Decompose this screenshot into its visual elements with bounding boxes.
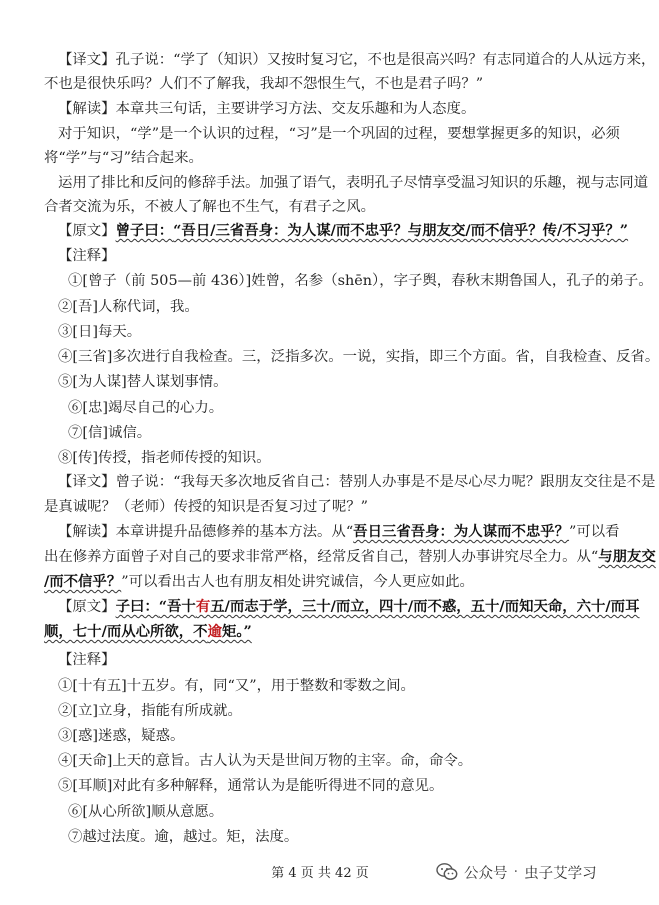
text-line: 【解读】本章共三句话，主要讲学习方法、交友乐趣和为人态度。 bbox=[58, 101, 476, 117]
quoted-phrase: /而不信乎？ bbox=[44, 573, 122, 590]
note-item: ⑤[耳顺]对此有多种解释，通常认为是能听得进不同的意见。 bbox=[58, 778, 444, 794]
wechat-watermark bbox=[436, 858, 597, 886]
red-annotated-char: 逾 bbox=[207, 623, 222, 640]
text-line: 不也是很快乐吗？人们不了解我，我却不怨恨生气，不也是君子吗？” bbox=[44, 76, 484, 92]
quoted-phrase: 吾日三省吾身：为人谋而不忠乎？ bbox=[353, 523, 570, 540]
original-speaker: 子曰： bbox=[115, 598, 159, 615]
note-item: ⑦[信]诚信。 bbox=[68, 425, 152, 441]
note-item: ⑥[从心所欲]顺从意愿。 bbox=[68, 804, 224, 820]
note-item: ⑧[传]传授，指老师传授的知识。 bbox=[58, 450, 271, 466]
red-annotated-char: 有 bbox=[195, 598, 211, 615]
interpretation-line: /而不信乎？”可以看出古人也有朋友相处讲究诚信，今人更应如此。 bbox=[44, 573, 474, 590]
wechat-icon bbox=[436, 862, 458, 882]
watermark-separator: · bbox=[513, 864, 519, 880]
watermark-app: 公众号 bbox=[464, 865, 508, 882]
notes-heading: 【注释】 bbox=[58, 248, 116, 264]
text-line: 将“学”与“习”结合起来。 bbox=[44, 150, 203, 166]
note-item: ①[曾子（前 505—前 436）]姓曾，名参（shēn），字子舆，春秋末期鲁国人，孔子的弟子。 bbox=[68, 273, 653, 289]
note-item: ⑤[为人谋]替人谋划事情。 bbox=[58, 374, 228, 390]
original-text-confucius: 【原文】子曰：“吾十有五/而志于学，三十/而立，四十/而不惑，五十/而知天命，六十/而耳 bbox=[58, 598, 640, 615]
note-item: ④[三省]多次进行自我检查。三，泛指多次。一说，实指，即三个方面。省，自我检查、反省。 bbox=[58, 349, 659, 365]
note-item: ④[天命]上天的意旨。古人认为天是世间万物的主宰。命，命令。 bbox=[58, 753, 473, 769]
interpretation-line: 出在修养方面曾子对自己的要求非常严格，经常反省自己，替别人办事讲究尽全力。从“与朋友交 bbox=[44, 548, 656, 565]
translation-line: 【译文】曾子说：“我每天多次地反省自己：替别人办事是不是尽心尽力呢？跟朋友交往是不是 bbox=[58, 474, 656, 490]
translation-line: 是真诚呢？（老师）传授的知识是否复习过了呢？” bbox=[44, 499, 368, 515]
text-line: 【译文】孔子说：“学了（知识）又按时复习它，不也是很高兴吗？有志同道合的人从远方来， bbox=[58, 52, 656, 68]
note-item: ⑦越过法度。逾，越过。矩，法度。 bbox=[68, 829, 299, 845]
note-item: ②[立]立身，指能有所成就。 bbox=[58, 703, 242, 719]
note-item: ⑥[忠]竭尽自己的心力。 bbox=[68, 400, 224, 416]
notes-heading: 【注释】 bbox=[58, 652, 116, 668]
note-item: ③[惑]迷惑，疑惑。 bbox=[58, 728, 185, 744]
original-label: 【原文】 bbox=[58, 599, 116, 615]
original-quote: “吾日/三省吾身：为人谋/而不忠乎？与朋友交/而不信乎？传/不习乎？” bbox=[173, 222, 629, 239]
note-item: ①[十有五]十五岁。有，同“又”，用于整数和零数之间。 bbox=[58, 678, 415, 694]
original-text-zengzi bbox=[58, 221, 629, 241]
original-text-confucius-cont: 顺，七十/而从心所欲，不逾矩。” bbox=[44, 623, 252, 640]
interpretation-line: 【解读】本章讲提升品德修养的基本方法。从“吾日三省吾身：为人谋而不忠乎？”可以看 bbox=[58, 523, 620, 540]
watermark-account: 虫子艾学习 bbox=[524, 865, 597, 882]
original-speaker: 曾子曰： bbox=[115, 222, 174, 239]
quoted-phrase: 与朋友交 bbox=[598, 548, 656, 565]
note-item: ②[吾]人称代词，我。 bbox=[58, 299, 199, 315]
page-number: 第 4 页 共 42 页 bbox=[271, 866, 369, 881]
text-line: 对于知识，“学”是一个认识的过程，“习”是一个巩固的过程，要想掌握更多的知识，必须 bbox=[58, 126, 620, 142]
text-line: 合者交流为乐，不被人了解也不生气，有君子之风。 bbox=[44, 199, 375, 215]
original-label: 【原文】 bbox=[58, 223, 116, 239]
text-line: 运用了排比和反问的修辞手法。加强了语气，表明孔子尽情享受温习知识的乐趣，视与志同道 bbox=[58, 175, 649, 191]
note-item: ③[日]每天。 bbox=[58, 324, 142, 340]
